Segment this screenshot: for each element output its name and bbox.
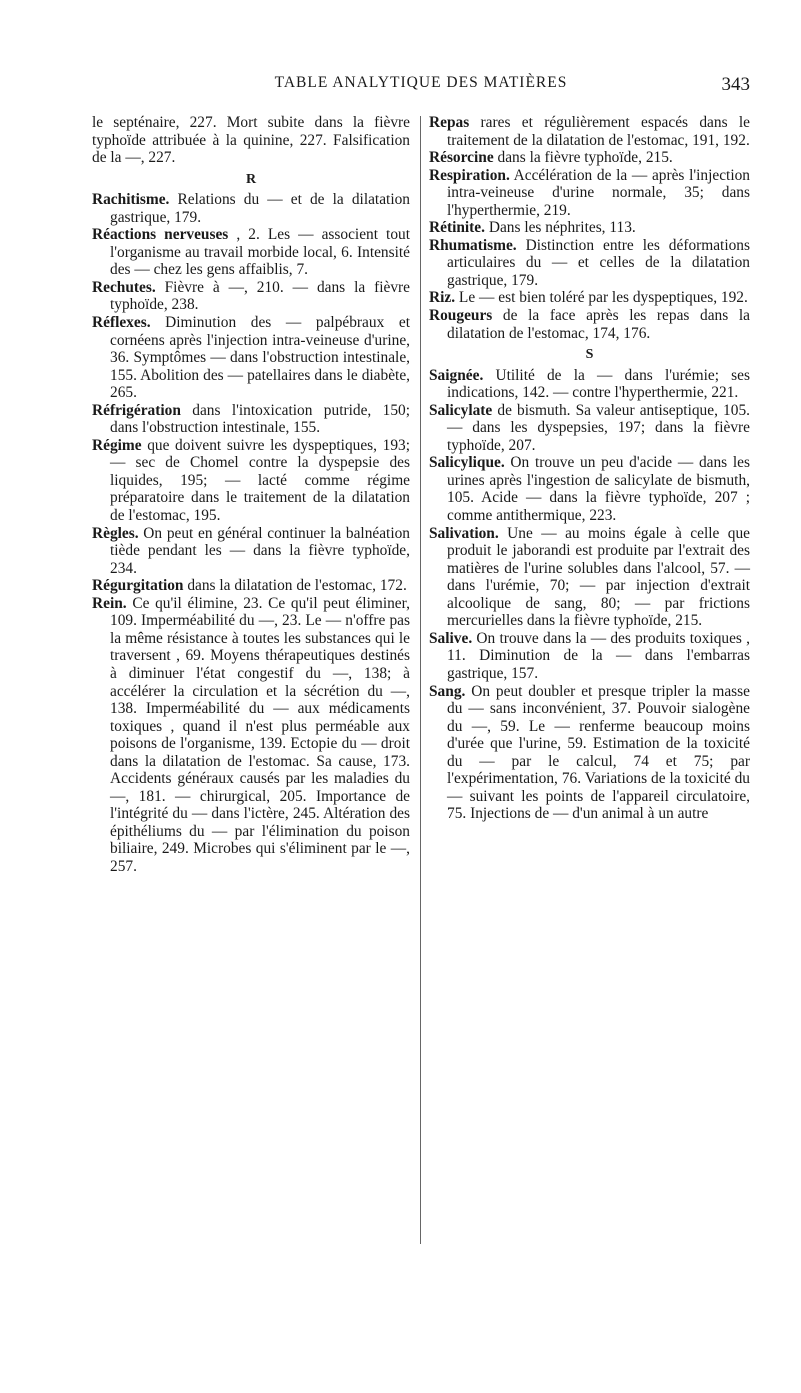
entry-text: Utilité de la — dans l'urémie; ses indications, 142. — contre l'hyperthermie, 221. bbox=[447, 366, 750, 402]
index-entry bbox=[429, 454, 750, 524]
index-entry bbox=[92, 314, 410, 402]
entry-heading: Réflexes. bbox=[92, 314, 151, 332]
entry-heading: Rétinite. bbox=[429, 219, 485, 237]
entry-heading: Salicylique. bbox=[429, 454, 505, 472]
index-entry bbox=[429, 402, 750, 455]
entry-list-s bbox=[429, 367, 750, 823]
running-title: TABLE ANALYTIQUE DES MATIÈRES bbox=[274, 74, 568, 91]
index-entry bbox=[429, 289, 750, 307]
left-column bbox=[92, 114, 410, 876]
index-entry bbox=[429, 683, 750, 823]
entry-text: dans la fièvre typhoïde, 215. bbox=[493, 149, 673, 167]
entry-heading: Réfrigération bbox=[92, 401, 181, 419]
entry-list-r bbox=[92, 191, 410, 875]
entry-heading: Régime bbox=[92, 436, 142, 454]
entry-heading: Respiration. bbox=[429, 166, 510, 184]
page-number: 343 bbox=[721, 74, 750, 95]
entry-text: On peut en général continuer la balnéation tiède pendant les — dans la fièvre typhoïde, 234. bbox=[110, 524, 410, 577]
index-entry bbox=[429, 525, 750, 630]
entry-text: dans la dilatation de l'estomac, 172. bbox=[183, 577, 407, 595]
entry-text: Relations du — et de la dilatation gastrique, 179. bbox=[110, 191, 410, 226]
entry-heading: Saignée. bbox=[429, 366, 484, 384]
entry-heading: Rougeurs bbox=[429, 307, 493, 325]
entry-text: Ce qu'il élimine, 23. Ce qu'il peut éliminer, 109. Imperméabilité du —, 23. Le — n'offre pas la même résistance à toutes les substances qui le traversent , 69. Moyens thérapeutiques destinés à diminuer l'état congestif du —, 138; à accélérer la circulation et la sécrétion du —, 138. Imperméabilité du — aux médicaments toxiques , quand il n'est plus perméable aux poisons de l'organisme, 139. Ectopie du — droit dans la dilatation de l'estomac. Sa cause, 173. Accidents généraux causés par les maladies du —, 181. — chirurgical, 205. Importance de l'intégrité du — dans l'ictère, 245. Altération des épithéliums du — par l'élimination du poison biliaire, 249. Microbes qui s'éliminent par le —, 257. bbox=[110, 594, 410, 875]
entry-heading: Régurgitation bbox=[92, 577, 184, 595]
index-entry bbox=[429, 367, 750, 402]
entry-text: Distinction entre les déformations articulaires du — et celles de la dilatation gastrique, 179. bbox=[447, 236, 750, 289]
index-entry bbox=[92, 226, 410, 279]
entry-heading: Salivation. bbox=[429, 524, 499, 542]
entry-text: Accélération de la — après l'injection intra-veineuse d'urine normale, 35; dans l'hyperthermie, 219. bbox=[447, 166, 750, 219]
entry-text: de la face après les repas dans la dilatation de l'estomac, 174, 176. bbox=[447, 307, 750, 342]
index-entry bbox=[429, 630, 750, 683]
entry-heading: Rechutes. bbox=[92, 278, 156, 296]
index-entry bbox=[92, 577, 410, 595]
entry-text: Une — au moins égale à celle que produit le jaborandi est produite par l'extrait des matières de l'urine solubles dans l'alcool, 57. — dans l'urémie, 70; — par injection d'extrait alcoolique de sang, 80; — par frictions mercurielles dans la fièvre typhoïde, 215. bbox=[447, 524, 750, 630]
entry-text: dans l'intoxication putride, 150; dans l'obstruction intestinale, 155. bbox=[110, 401, 410, 437]
index-entry bbox=[92, 595, 410, 876]
entry-text: , 2. Les — associent tout l'organisme au travail morbide local, 6. Intensité des — chez les gens affaiblis, 7. bbox=[110, 226, 410, 279]
index-entry bbox=[92, 525, 410, 578]
entry-heading: Rhumatisme. bbox=[429, 236, 517, 254]
entry-text: Dans les néphrites, 113. bbox=[485, 219, 636, 237]
index-entry bbox=[92, 191, 410, 226]
entry-text: Fièvre à —, 210. — dans la fièvre typhoïde, 238. bbox=[110, 278, 410, 314]
entry-heading: Salive. bbox=[429, 629, 473, 647]
entry-heading: Résorcine bbox=[429, 149, 494, 167]
entry-heading: Riz. bbox=[429, 289, 456, 307]
column-divider bbox=[420, 116, 421, 1244]
entry-text: On trouve un peu d'acide — dans les urines après l'ingestion de salicylate de bismuth, 105. Acide — dans la fièvre typhoïde, 207 ; comme antithermique, 223. bbox=[447, 454, 750, 525]
entry-heading: Rachitisme. bbox=[92, 191, 170, 209]
entry-heading: Repas bbox=[429, 114, 470, 131]
index-entry bbox=[92, 437, 410, 525]
entry-text: On trouve dans la — des produits toxiques , 11. Diminution de la — dans l'embarras gastrique, 157. bbox=[447, 629, 750, 682]
index-entry bbox=[92, 279, 410, 314]
entry-heading: Réactions nerveuses bbox=[92, 226, 229, 244]
entry-text: Diminution des — palpébraux et cornéens après l'injection intra-veineuse d'urine, 36. Symptômes — dans l'obstruction intestinale, 155. Abolition des — patellaires dans le diabète, 265. bbox=[110, 314, 410, 402]
index-entry bbox=[429, 149, 750, 167]
index-entry bbox=[92, 402, 410, 437]
entry-text: Le — est bien toléré par les dyspeptiques, 192. bbox=[455, 289, 748, 307]
right-column bbox=[429, 114, 750, 823]
section-letter-r: R bbox=[245, 171, 257, 187]
index-entry bbox=[429, 237, 750, 290]
section-letter-s: S bbox=[585, 347, 594, 363]
entry-heading: Règles. bbox=[92, 524, 139, 542]
index-entry bbox=[429, 114, 750, 149]
index-entry bbox=[429, 219, 750, 237]
entry-list-r-continued bbox=[429, 114, 750, 342]
index-entry bbox=[429, 167, 750, 220]
entry-text: que doivent suivre les dyspeptiques, 193; — sec de Chomel contre la dyspepsie des liquides, 195; — lacté comme régime préparatoire dans le traitement de la dilatation de l'estomac, 195. bbox=[110, 436, 410, 525]
continuation-text: le septénaire, 227. Mort subite dans la fièvre typhoïde attribuée à la quinine, 227. Falsification de la —, 227. bbox=[92, 114, 410, 167]
entry-text: de bismuth. Sa valeur antiseptique, 105. — dans les dyspepsies, 197; dans la fièvre typhoïde, 207. bbox=[447, 401, 750, 454]
page-header bbox=[92, 74, 750, 95]
entry-heading: Sang. bbox=[429, 682, 466, 700]
entry-heading: Rein. bbox=[92, 594, 127, 612]
entry-text: On peut doubler et presque tripler la masse du — sans inconvénient, 37. Pouvoir sialogène du —, 59. Le — renferme beaucoup moins d'urée que l'urine, 59. Estimation de la toxicité du — par le calcul, 74 et 75; par l'expérimentation, 76. Variations de la toxicité du — suivant les points de l'appareil circulatoire, 75. Injections de — d'un animal à un autre bbox=[447, 682, 750, 823]
entry-text: rares et régulièrement espacés dans le traitement de la dilatation de l'estomac, 191, 192. bbox=[447, 114, 750, 149]
index-entry bbox=[429, 307, 750, 342]
entry-heading: Salicylate bbox=[429, 401, 493, 419]
